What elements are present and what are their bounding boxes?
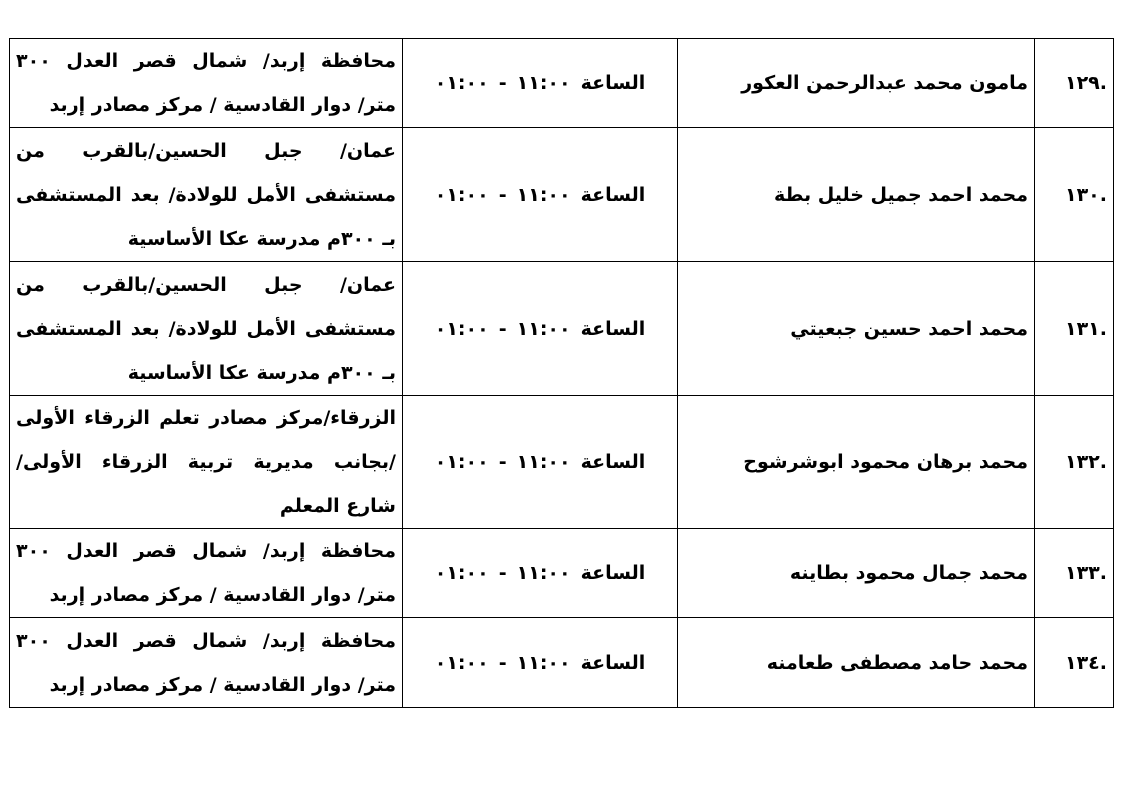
- time-cell: الساعة١١:٠٠-٠١:٠٠: [403, 39, 678, 128]
- exam-schedule-table: [9, 38, 1114, 708]
- time-end: ٠١:٠٠: [434, 562, 489, 584]
- time-end: ٠١:٠٠: [434, 317, 489, 340]
- location: الزرقاء/مركز مصادر تعلم الزرقاء الأولى /بجانب مديرية تربية الزرقاء الأولى/ شارع المعلم: [10, 396, 403, 529]
- time-start: ١١:٠٠: [516, 651, 571, 674]
- person-name: محمد احمد جميل خليل بطة: [678, 128, 1035, 262]
- location: محافظة إربد/ شمال قصر العدل ٣٠٠ متر/ دوار القادسية / مركز مصادر إربد: [10, 529, 403, 618]
- time-cell: الساعة١١:٠٠-٠١:٠٠: [403, 262, 678, 396]
- time-start: ١١:٠٠: [516, 317, 571, 340]
- time-start: ١١:٠٠: [516, 562, 571, 584]
- time-end: ٠١:٠٠: [434, 451, 489, 473]
- person-name: محمد جمال محمود بطاينه: [678, 529, 1035, 618]
- table-row: [10, 128, 1114, 262]
- time-label: الساعة: [580, 451, 646, 473]
- time-cell: الساعة١١:٠٠-٠١:٠٠: [403, 396, 678, 529]
- time-label: الساعة: [580, 183, 646, 206]
- row-number: .١٣٣: [1035, 529, 1114, 618]
- location: محافظة إربد/ شمال قصر العدل ٣٠٠ متر/ دوار القادسية / مركز مصادر إربد: [10, 618, 403, 708]
- location: عمان/ جبل الحسين/بالقرب من مستشفى الأمل للولادة/ بعد المستشفى بـ ٣٠٠م مدرسة عكا الأساسية: [10, 128, 403, 262]
- person-name: محمد احمد حسين جبعيتي: [678, 262, 1035, 396]
- table-row: [10, 618, 1114, 708]
- table-row: [10, 39, 1114, 128]
- row-number: .١٣٠: [1035, 128, 1114, 262]
- person-name: محمد حامد مصطفى طعامنه: [678, 618, 1035, 708]
- time-label: الساعة: [580, 72, 646, 94]
- time-start: ١١:٠٠: [516, 183, 571, 206]
- table-row: [10, 262, 1114, 396]
- table-row: [10, 396, 1114, 529]
- location: محافظة إربد/ شمال قصر العدل ٣٠٠ متر/ دوار القادسية / مركز مصادر إربد: [10, 39, 403, 128]
- row-number: .١٣١: [1035, 262, 1114, 396]
- time-label: الساعة: [580, 562, 646, 584]
- time-label: الساعة: [580, 651, 646, 674]
- time-start: ١١:٠٠: [516, 72, 571, 94]
- table-row: [10, 529, 1114, 618]
- time-cell: الساعة١١:٠٠-٠١:٠٠: [403, 618, 678, 708]
- time-start: ١١:٠٠: [516, 451, 571, 473]
- time-cell: الساعة١١:٠٠-٠١:٠٠: [403, 529, 678, 618]
- row-number: .١٢٩: [1035, 39, 1114, 128]
- location: عمان/ جبل الحسين/بالقرب من مستشفى الأمل للولادة/ بعد المستشفى بـ ٣٠٠م مدرسة عكا الأساسية: [10, 262, 403, 396]
- time-end: ٠١:٠٠: [434, 651, 489, 674]
- row-number: .١٣٢: [1035, 396, 1114, 529]
- time-end: ٠١:٠٠: [434, 72, 489, 94]
- time-cell: الساعة١١:٠٠-٠١:٠٠: [403, 128, 678, 262]
- person-name: محمد برهان محمود ابوشرشوح: [678, 396, 1035, 529]
- person-name: مامون محمد عبدالرحمن العكور: [678, 39, 1035, 128]
- row-number: .١٣٤: [1035, 618, 1114, 708]
- time-label: الساعة: [580, 317, 646, 340]
- time-end: ٠١:٠٠: [434, 183, 489, 206]
